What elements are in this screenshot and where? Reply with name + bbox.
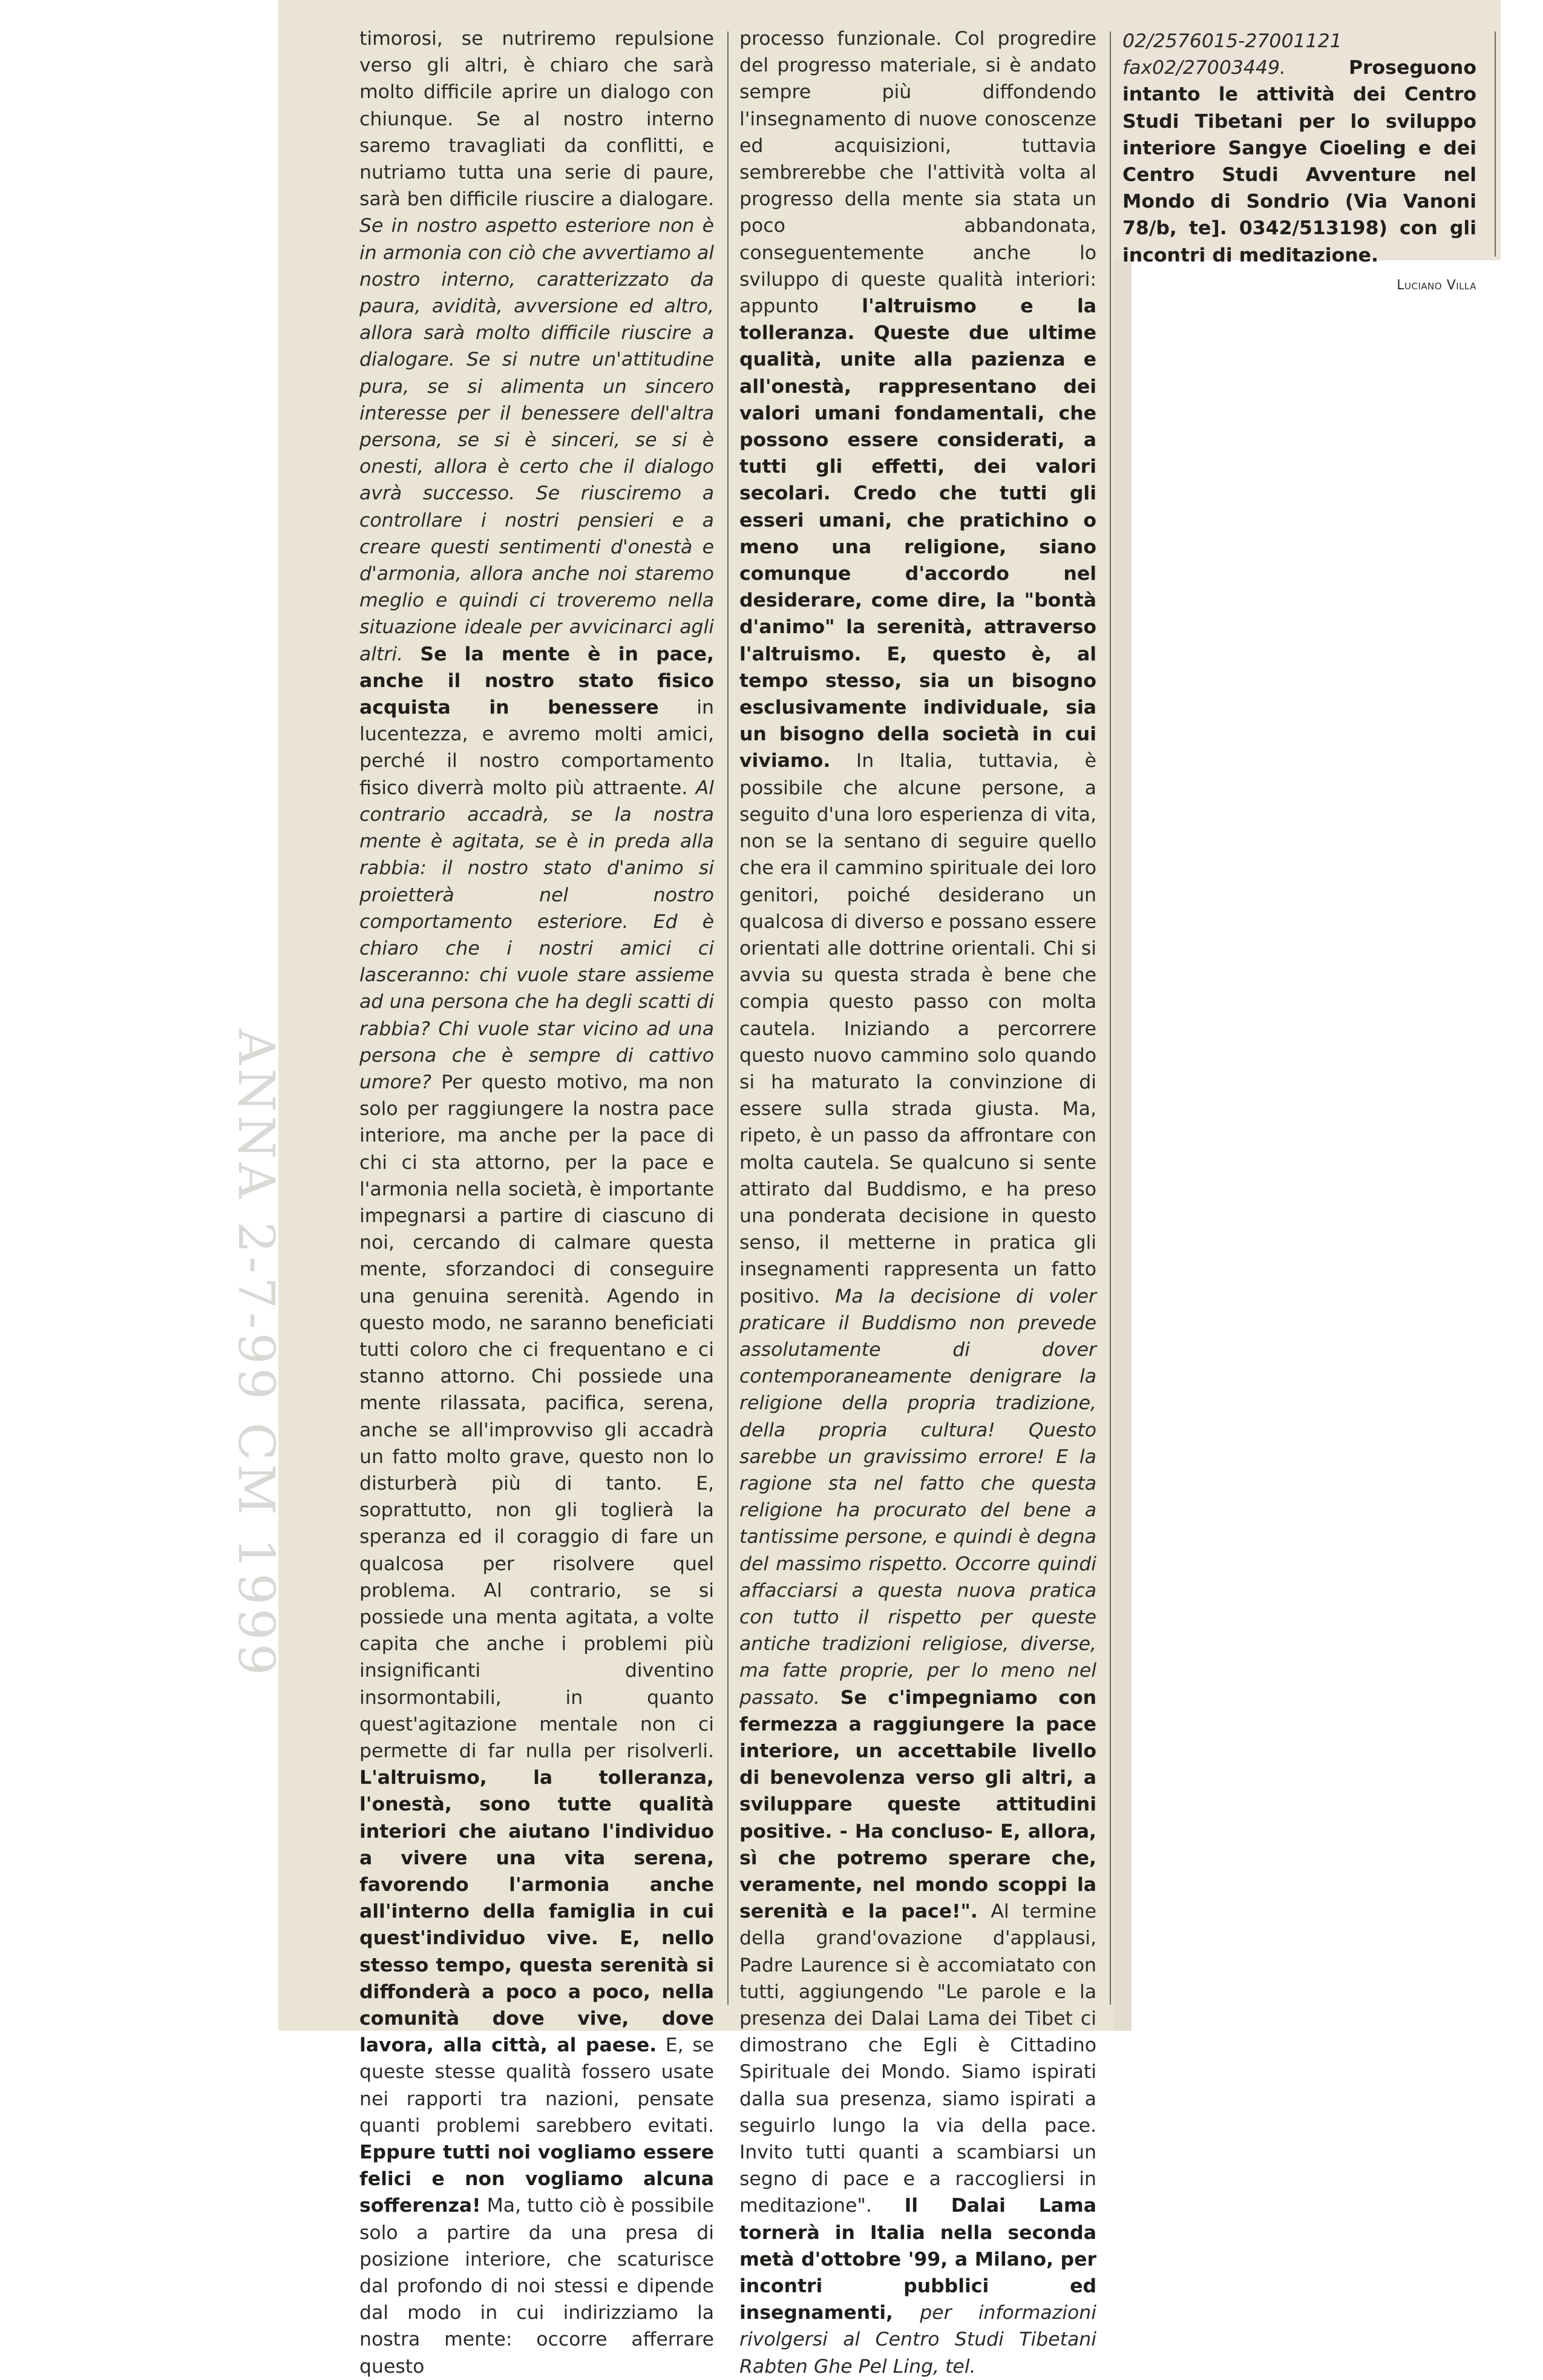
author-signature: Luciano Villa [1397, 277, 1476, 293]
text-run: Eppure tutti noi vogliamo essere felici e non vogliamo alcuna sofferenza! [359, 2142, 714, 2217]
text-run: L'altruismo, la tolleranza, l'onestà, sono tutte qualità interiori che aiutano l'individuo a vivere una vita serena, favorendo l'armonia anche all'interno della famiglia in cui quest'individuo vive. E, nello stesso tempo, questa serenità si diffonderà a poco a poco, nella comunità dove vive, dove lavora, alla città, al paese. [359, 1767, 714, 2057]
text-run: timorosi, se nutriremo repulsione verso gli altri, è chiaro che sarà molto difficile aprire un dialogo con chiunque. Se al nostro interno saremo travagliati da conflitti, e nutriamo tutta una serie di paure, sarà ben difficile riuscire a dialogare. [359, 28, 714, 211]
text-run: Se in nostro aspetto esteriore non è in armonia con ciò che avvertiamo al nostro interno, caratterizzato da paura, avidità, avversione ed altro, allora sarà molto difficile riuscire a dialogare. Se si nutre un'attitudine pura, se si alimenta un sincero interesse per il benessere dell'altra persona, se si è sinceri, se si è onesti, allora è certo che il dialogo avrà successo. Se riusciremo a controllare i nostri pensieri e a creare questi sentimenti d'onestà e d'armonia, allora anche noi staremo meglio e quindi ci troveremo nella situazione ideale per avvicinarci agli altri. [359, 215, 714, 665]
article-column-2 [739, 25, 1097, 2378]
text-run: Il Dalai Lama tornerà in Italia nella seconda metà d'ottobre '99, a Milano, per incontri pubblici ed insegnamenti, [739, 2195, 1096, 2324]
paragraph [1122, 28, 1476, 269]
text-run: Ma la decisione di voler praticare il Buddismo non prevede assolutamente di dover contemporaneamente denigrare la religione della propria tradizione, della propria cultura! Questo sarebbe un gravissimo errore! E la ragione sta nel fatto che questa religione ha procurato del bene a tantissime persone, e quindi è degna del massimo rispetto. Occorre quindi affacciarsi a questa nuova pratica con tutto il rispetto per queste antiche tradizioni religiose, diverse, ma fatte proprie, per lo meno nel passato. [739, 1285, 1096, 1709]
text-run: Al contrario accadrà, se la nostra mente è agitata, se è in preda alla rabbia: il nostro stato d'animo si proietterà nel nostro comportamento esteriore. Ed è chiaro che i nostri amici ci lasceranno: chi vuole stare assieme ad una persona che ha degli scatti di rabbia? Chi vuole star vicino ad una persona che è sempre di cattivo umore? [359, 777, 714, 1093]
text-run: per informazioni rivolgersi al Centro Studi Tibetani Rabten Ghe Pel Ling, tel. [739, 2302, 1096, 2378]
text-run: E, soprattutto, non gli toglierà la speranza ed il coraggio di fare un qualcosa per risolvere quel problema. Al contrario, se si possiede una menta agitata, a volte capita che anche i problemi più insignificanti diventino insormontabili, in quanto quest'agitazione mentale non ci permette di far nulla per risolverli. [359, 1472, 714, 1762]
handwritten-stamp: ANNA 2-7-99 CM 1999 [227, 1029, 284, 1679]
text-run: Ma, ripeto, è un passo da affrontare con molta cautela. Se qualcuno si sente attirato dal Buddismo, e ha preso una ponderata decisione in questo senso, il metterne in pratica gli insegnamenti rappresenta un fatto positivo. [739, 1098, 1096, 1307]
text-run: In Italia, tuttavia, è possibile che alcune persone, a seguito d'una loro esperienza di vita, non se la sentano di seguire quello che era il cammino spirituale dei loro genitori, poiché desiderano un qualcosa di diverso e possano essere orientati alle dottrine orientali. Chi si avvia su questa strada è bene che compia questo passo con molta cautela. Iniziando a percorrere questo nuovo cammino solo quando si ha maturato la convinzione di essere sulla strada giusta. [739, 750, 1097, 1120]
text-run: E, se queste stesse qualità fossero usate nei rapporti tra nazioni, pensate quanti problemi sarebbero evitati. [359, 2034, 714, 2137]
text-run: Per questo motivo, ma non solo per raggiungere la nostra pace interiore, ma anche per la pace di chi ci sta attorno, per la pace e l'armonia nella società, è importante impegnarsi a partire di ciascuno di noi, cercando di calmare questa mente, sforzandoci di conseguire una genuina serenità. Agendo in questo modo, ne saranno beneficiati tutti coloro che ci frequentano e ci stanno attorno. Chi possiede una mente rilassata, pacifica, serena, anche se all'improvviso gli accadrà un fatto molto grave, questo non lo disturberà più di tanto. [359, 1071, 715, 1494]
text-run: l'altruismo e la tolleranza. Queste due ultime qualità, unite alla pazienza e all'onestà, rappresentano dei valori umani fondamentali, che possono essere considerati, a tutti gli effetti, dei valori secolari. Credo che tutti gli esseri umani, che pratichino o meno una religione, siano comunque d'accordo nel desiderare, come dire, la "bontà d'animo" la serenità, attraverso l'altruismo. E, questo è, al tempo stesso, sia un bisogno esclusivamente individuale, sia un bisogno della società in cui viviamo. [739, 295, 1097, 772]
paragraph [359, 25, 714, 2380]
article-column-1 [359, 25, 715, 2378]
column-rule-2 [1110, 31, 1111, 2005]
text-run: Ma, tutto ciò è possibile solo a partire da una presa di posizione interiore, che scaturisce dal profondo di noi stessi e dipende dal modo in cui indirizziamo la nostra mente: occorre afferrare questo [359, 2195, 714, 2378]
text-run: Proseguono intanto le attività dei Centro Studi Tibetani per lo sviluppo interiore Sangye Cioeling e dei Centro Studi Avventure nel Mondo di Sondrio (Via Vanoni 78/b, te]. 0342/513198) con gli incontri di meditazione. [1122, 57, 1476, 266]
article-column-3 [1122, 28, 1476, 293]
paragraph [739, 25, 1096, 2380]
clipping-paper-edge [1113, 260, 1132, 2031]
text-run: Al termine della grand'ovazione d'applausi, Padre Laurence si è accomiatato con tutti, aggiungendo "Le parole e la presenza dei Dalai Lama dei Tibet ci dimostrano che Egli è Cittadino Spirituale dei Mondo. Siamo ispirati dalla sua presenza, siamo ispirati a seguirlo lungo la via della pace. Invito tutti quanti a scambiarsi un segno di pace e a raccogliersi in meditazione". [739, 1901, 1097, 2217]
text-run: in lucentezza, e avremo molti amici, perché il nostro comportamento fisico diverrà molto più attraente. [359, 697, 714, 799]
text-run: processo funzionale. Col progredire del progresso materiale, si è andato sempre più diffondendo l'insegnamento di nuove conoscenze ed acquisizioni, tuttavia sembrerebbe che l'attività volta al progresso della mente sia stata un poco abbandonata, conseguentemente anche lo sviluppo di queste qualità interiori: appunto [739, 28, 1096, 318]
column-rule-1 [727, 31, 729, 2005]
text-run: Se c'impegniamo con fermezza a raggiungere la pace interiore, un accettabile livello di benevolenza verso gli altri, a sviluppare queste attitudini positive. - Ha concluso- E, allora, sì che potremo sperare che, veramente, nel mondo scoppi la serenità e la pace!". [739, 1686, 1097, 1923]
column-rule-3 [1495, 31, 1496, 257]
text-run: Se la mente è in pace, anche il nostro stato fisico acquista in benessere [359, 643, 714, 719]
text-run: 02/2576015-27001121 fax02/27003449. [1122, 30, 1342, 79]
